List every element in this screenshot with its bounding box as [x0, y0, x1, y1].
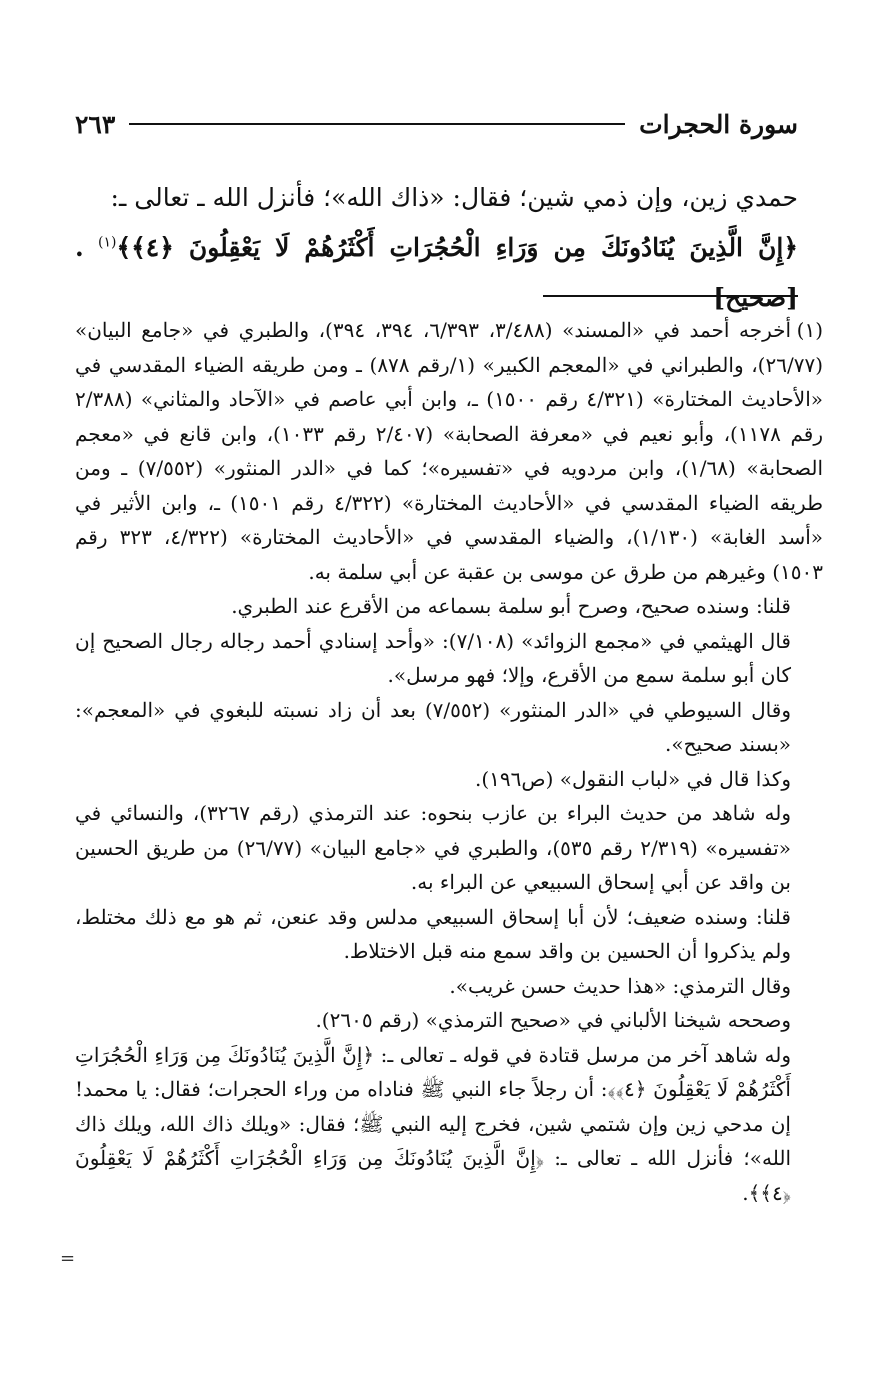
footnote-paragraph: قلنا: وسنده ضعيف؛ لأن أبا إسحاق السبيعي مدلس وقد عنعن، ثم هو مع ذلك مختلط، ولم يذكروا أن الحسين بن واقد سمع منه قبل الاختلاط. — [75, 904, 791, 963]
footnote-paragraph: وله شاهد آخر من مرسل قتادة في قوله ـ تعالى ـ: ﴿إِنَّ الَّذِينَ يُنَادُونَكَ مِن وَرَاءِ الْحُجُرَاتِ أَكْثَرُهُمْ لَا يَعْقِلُونَ ﴿٤﴾﴾: أن رجلاً جاء النبي ﷺ فناداه من وراء الحجرات؛ فقال: يا محمد! إن مدحي زين وإن شتمي شين، فخرج إليه النبي ﷺ؛ فقال: «ويلك ذاك الله، ويلك ذاك الله»؛ فأنزل الله ـ تعالى ـ: ﴿إِنَّ الَّذِينَ يُنَادُونَكَ مِن وَرَاءِ الْحُجُرَاتِ أَكْثَرُهُمْ لَا يَعْقِلُونَ ﴿٤﴾﴾. — [75, 1042, 791, 1205]
footnote-paragraph: وصححه شيخنا الألباني في «صحيح الترمذي» (رقم ٢٦٠٥). — [315, 1008, 791, 1032]
footnotes — [75, 313, 823, 1210]
margin-mark: = — [60, 1248, 76, 1269]
footnote-divider — [543, 295, 798, 297]
footnote-reference[interactable]: (١) — [98, 234, 117, 251]
quran-verse: ﴿إِنَّ الَّذِينَ يُنَادُونَكَ مِن وَرَاءِ الْحُجُرَاتِ أَكْثَرُهُمْ لَا يَعْقِلُونَ ﴿٤﴾﴾ — [116, 233, 798, 262]
page-number: ٢٦٣ — [75, 109, 116, 139]
footnote-paragraph: وقال الترمذي: «هذا حديث حسن غريب». — [449, 973, 791, 998]
running-header — [75, 104, 798, 144]
hadith-grade: . [صحيح] — [75, 233, 798, 312]
footnote-text: أخرجه أحمد في «المسند» (٣/٤٨٨، ٦/٣٩٣، ٣٩٤، ٣٩٤)، والطبري في «جامع البيان» (٢٦/٧٧)، والطبراني في «المعجم الكبير» (١/رقم ٨٧٨) ـ ومن طريقه الضياء المقدسي في «الأحاديث المختارة» (٤/٣٢١ رقم ١٥٠٠) ـ، وابن أبي عاصم في «الآحاد والمثاني» (٢/٣٨٨ رقم ١١٧٨)، وأبو نعيم في «معرفة الصحابة» (٢/٤٠٧ رقم ١٠٣٣)، وابن قانع في «معجم الصحابة» (١/٦٨)، وابن مردويه في «تفسيره»؛ كما في «الدر المنثور» (٧/٥٥٢) ـ ومن طريقه الضياء المقدسي في «الأحاديث المختارة» (٤/٣٢٢ رقم ١٥٠١) ـ، وابن الأثير في «أسد الغابة» (١/١٣٠)، والضياء المقدسي في «الأحاديث المختارة» (٤/٣٢٢، ٣٢٣ رقم ١٥٠٣) وغيرهم من طرق عن موسى بن عقبة عن أبي سلمة به. — [75, 318, 824, 584]
verse-line — [75, 223, 798, 323]
footnote-paragraph: قال الهيثمي في «مجمع الزوائد» (٧/١٠٨): «وأحد إسنادي أحمد رجاله رجال الصحيح إن كان أبو سلمة سمع من الأقرع، وإلا؛ فهو مرسل». — [75, 628, 791, 687]
footnote-paragraph: وله شاهد من حديث البراء بن عازب بنحوه: عند الترمذي (رقم ٣٢٦٧)، والنسائي في «تفسيره» (٢/٣١٩ رقم ٥٣٥)، والطبري في «جامع البيان» (٢٦/٧٧) من طريق الحسين بن واقد عن أبي إسحاق السبيعي عن البراء به. — [75, 801, 791, 894]
footnote-marker: (١) — [796, 318, 824, 342]
footnote-paragraph: وكذا قال في «لباب النقول» (ص١٩٦). — [474, 766, 791, 791]
footnote-paragraph: قلنا: وسنده صحيح، وصرح أبو سلمة بسماعه من الأقرع عند الطبري. — [231, 594, 791, 618]
header-rule — [129, 123, 625, 125]
main-line — [75, 173, 798, 223]
main-text — [75, 173, 798, 323]
footnote-paragraph — [75, 313, 823, 589]
surah-title: سورة الحجرات — [639, 109, 798, 139]
main-line-text: حمدي زين، وإن ذمي شين؛ فقال: «ذاك الله»؛ فأنزل الله ـ تعالى ـ: — [110, 183, 798, 212]
footnote-paragraph: وقال السيوطي في «الدر المنثور» (٧/٥٥٢) بعد أن زاد نسبته للبغوي في «المعجم»: «بسند صحيح». — [75, 697, 791, 756]
